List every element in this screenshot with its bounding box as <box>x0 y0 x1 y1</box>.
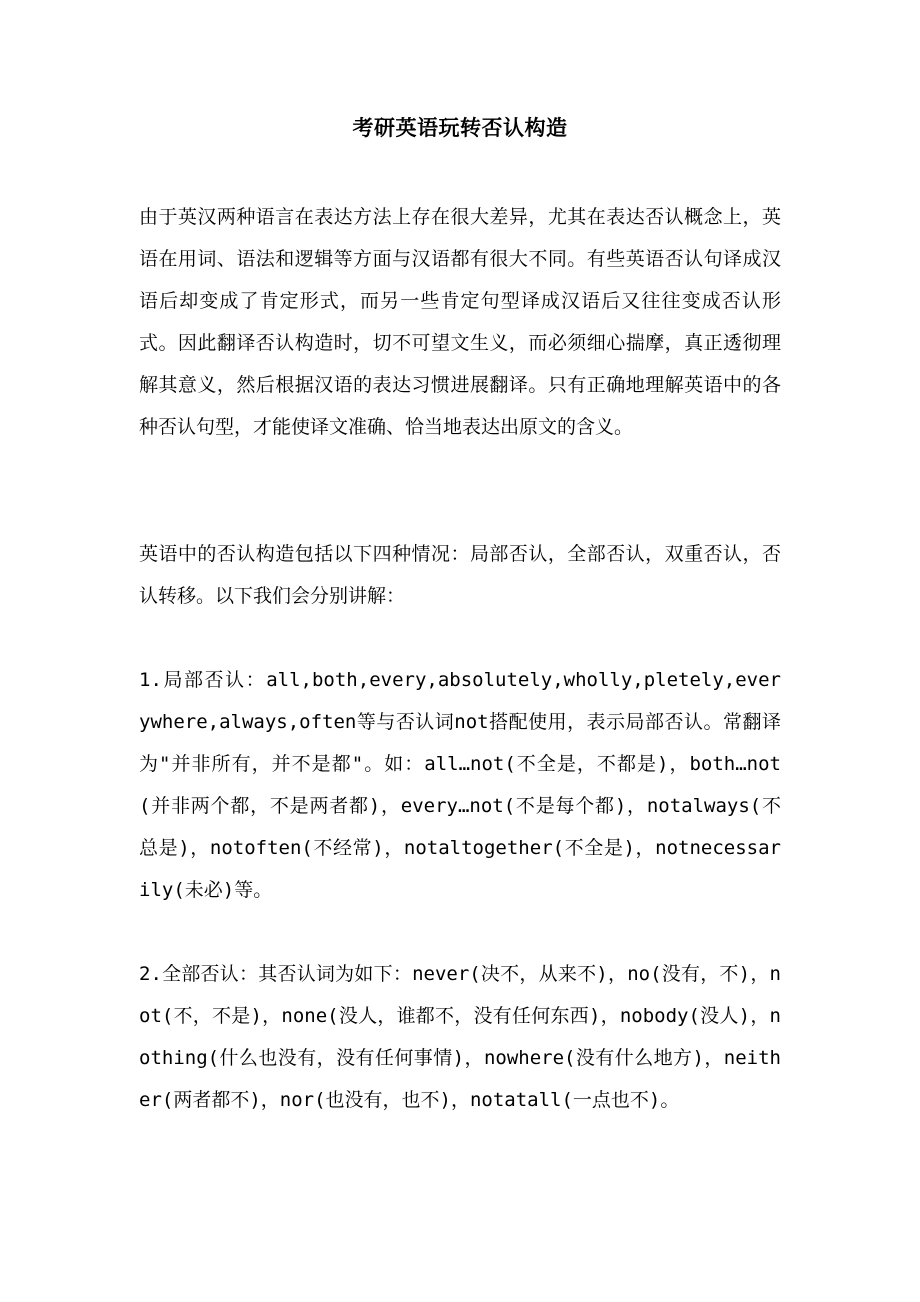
document-title: 考研英语玩转否认构造 <box>352 115 568 140</box>
partial-negation-paragraph: 1.局部否认：all,both,every,absolutely,wholly,pletely,everywhere,always,often等与否认词not搭配使用，表示局部否认。常翻译为"并非所有，并不是都"。如：all…not(不全是，不都是)，both…not(并非两个都，不是两者都)，every…not(不是每个都)，notalways(不总是)，notoften(不经常)，notaltogether(不全是)，notnecessarily(未必)等。 <box>139 669 781 901</box>
full-negation-paragraph: 2.全部否认：其否认词为如下：never(决不，从来不)，no(没有，不)，not(不，不是)，none(没人，谁都不，没有任何东西)，nobody(没人)，nothing(什么也没有，没有任何事情)，nowhere(没有什么地方)，neither(两者都不)，nor(也没有，也不)，notatall(一点也不)。 <box>139 963 781 1111</box>
overview-paragraph: 英语中的否认构造包括以下四种情况：局部否认，全部否认，双重否认，否认转移。以下我们会分别讲解： <box>139 543 781 607</box>
intro-paragraph: 由于英汉两种语言在表达方法上存在很大差异，尤其在表达否认概念上，英语在用词、语法和逻辑等方面与汉语都有很大不同。有些英语否认句译成汉语后却变成了肯定形式，而另一些肯定句型译成汉语后又往往变成否认形式。因此翻译否认构造时，切不可望文生义，而必须细心揣摩，真正透彻理解其意义，然后根据汉语的表达习惯进展翻译。只有正确地理解英语中的各种否认句型，才能使译文准确、恰当地表达出原文的含义。 <box>139 206 781 438</box>
